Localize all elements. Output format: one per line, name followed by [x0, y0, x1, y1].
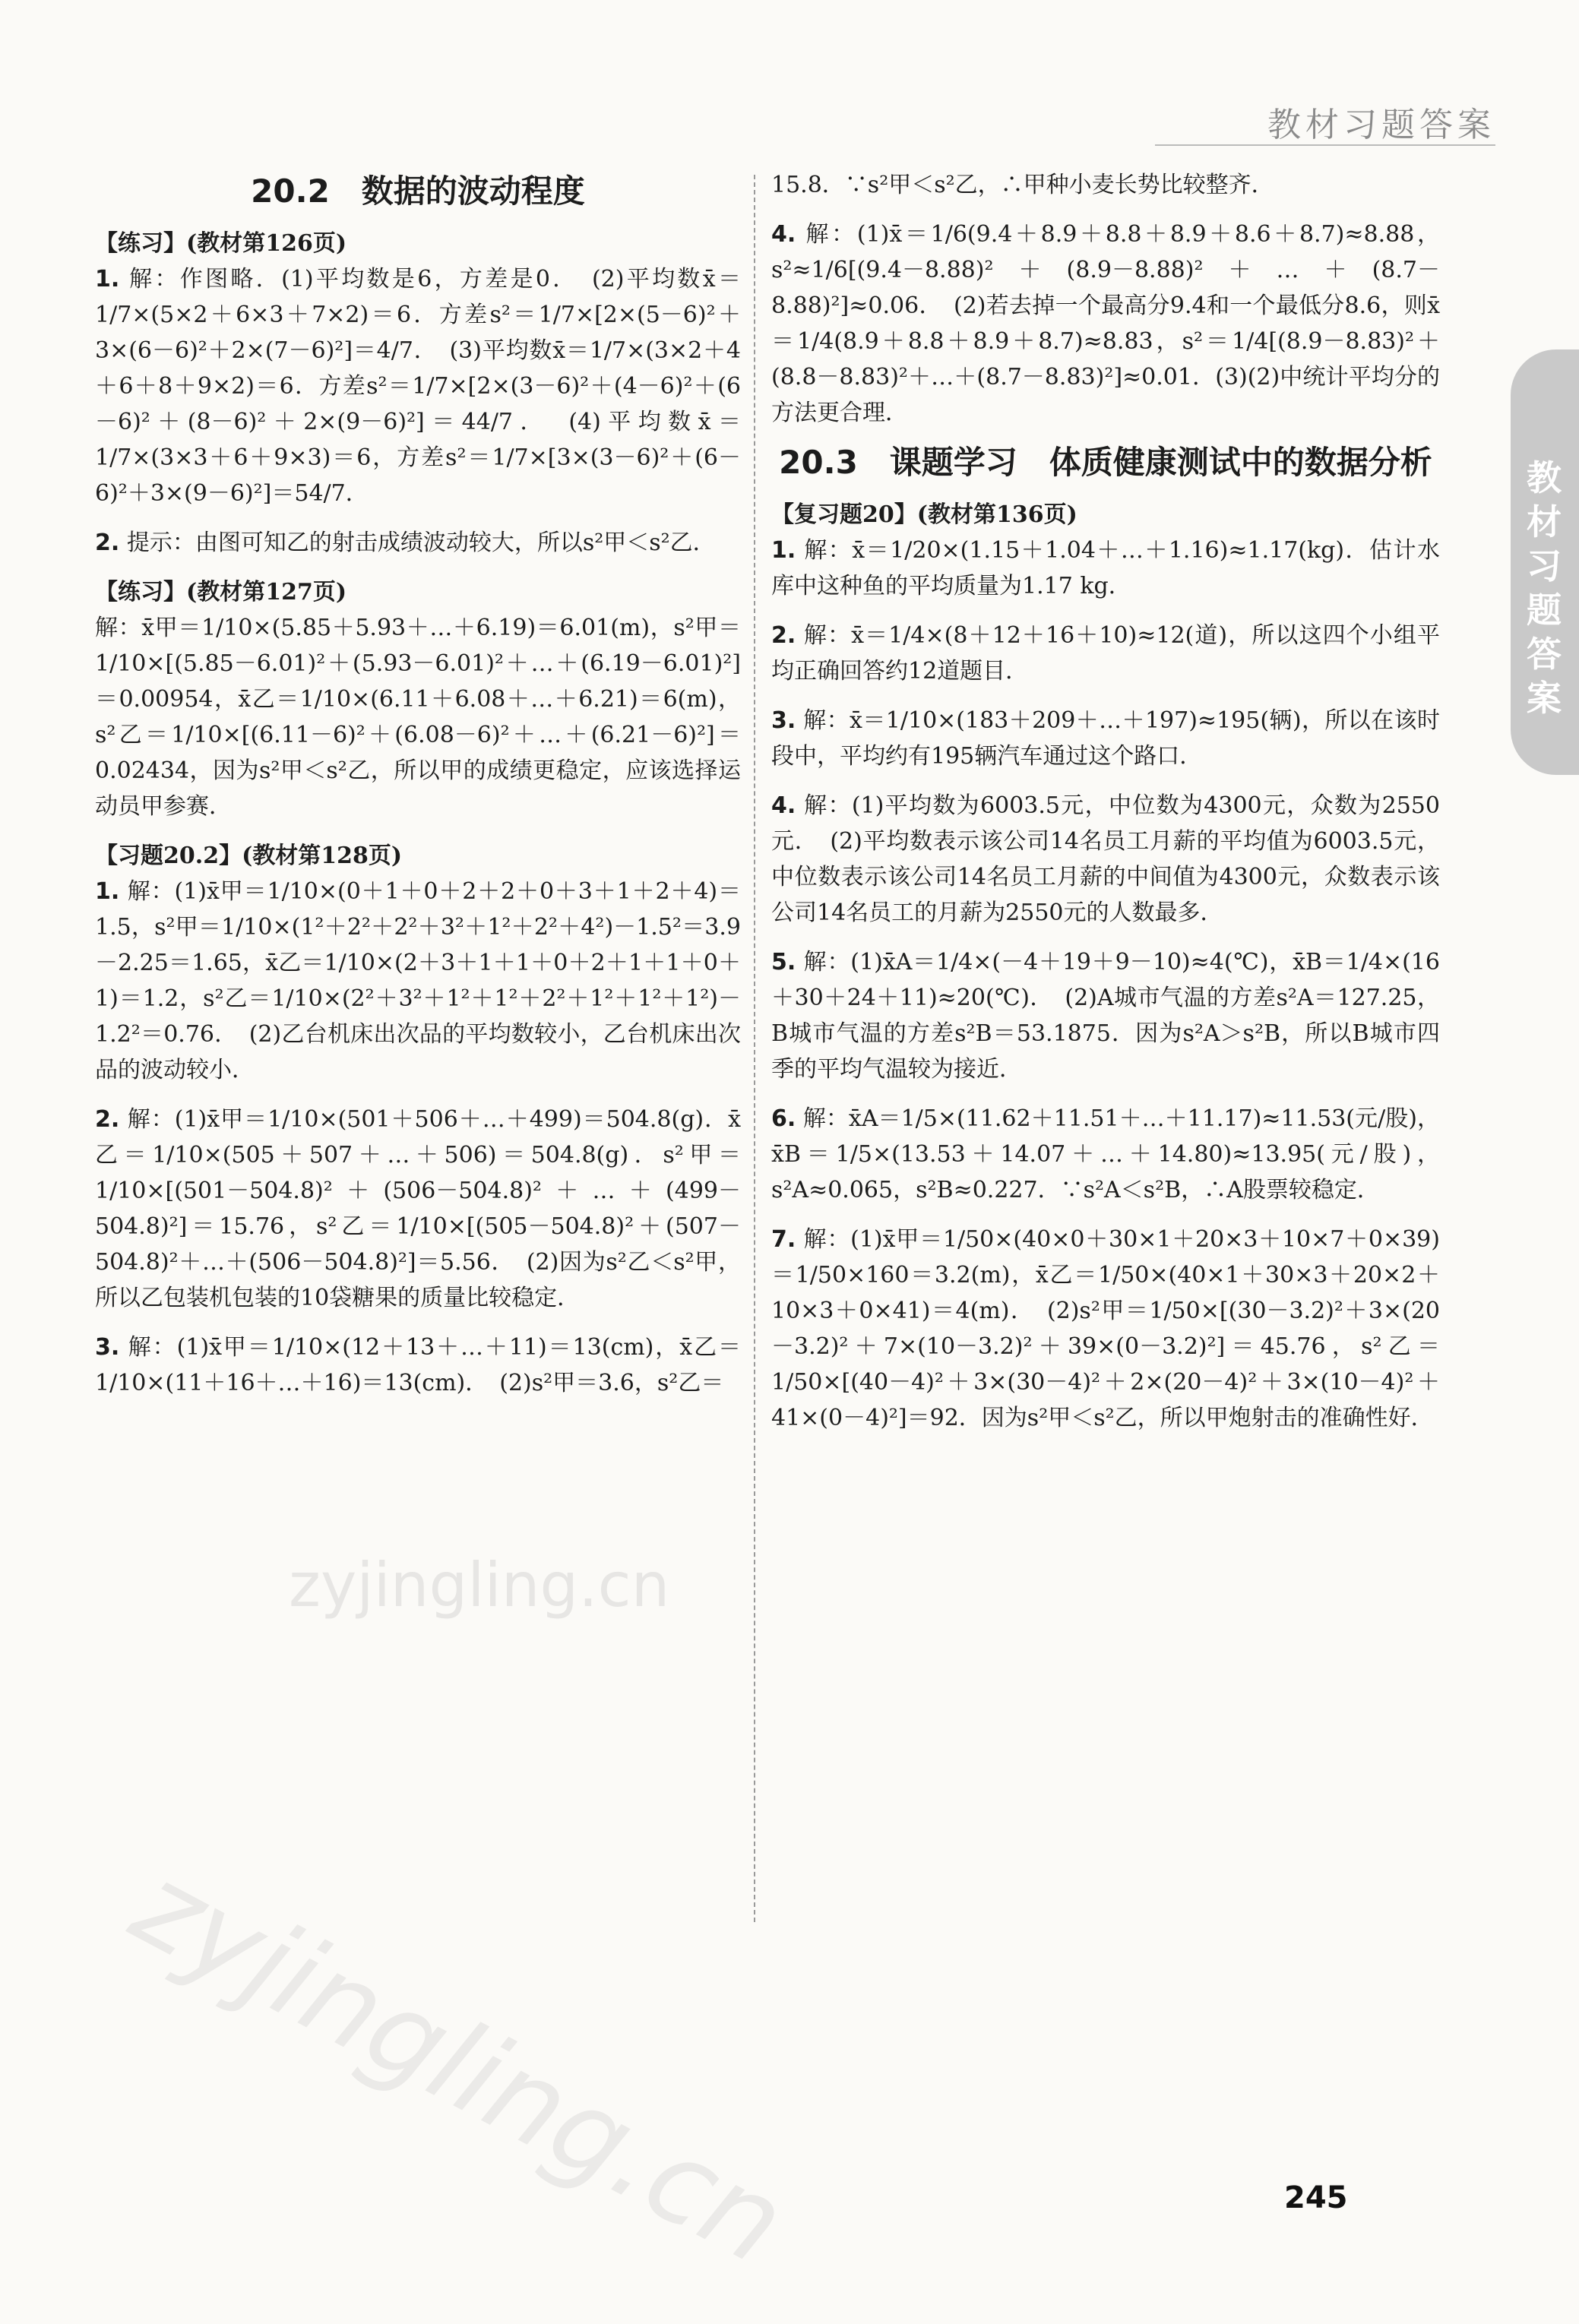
answer-text: 解：(1)x̄甲＝1/10×(12＋13＋…＋11)＝13(cm)，x̄乙＝1/10×(11＋16＋…＋16)＝13(cm)． (2)s²甲＝3.6，s²乙＝ [95, 1334, 741, 1396]
answer-text: 解：(1)平均数为6003.5元，中位数为4300元，众数为2550元． (2)平均数表示该公司14名员工月薪的平均值为6003.5元，中位数表示该公司14名员工月薪的中间值为4300元，众数表示该公司14名员工的月薪为2550元的人数最多． [771, 792, 1440, 926]
section-title-20-3: 20.3 课题学习 体质健康测试中的数据分析 [779, 444, 1432, 481]
right-column [771, 167, 1440, 1450]
question-number: 1. [95, 878, 120, 905]
question-number: 2. [95, 1106, 120, 1133]
section-title-20-2: 20.2 数据的波动程度 [251, 172, 585, 210]
answer-paragraph [95, 1102, 741, 1316]
question-number: 3. [771, 707, 796, 734]
question-number: 1. [95, 266, 120, 292]
answer-text: 解：(1)x̄甲＝1/10×(0＋1＋0＋2＋2＋0＋3＋1＋2＋4)＝1.5，s²甲＝1/10×(1²＋2²＋2²＋3²＋1²＋2²＋4²)－1.5²＝3.9－2.25＝1.65，x̄乙＝1/10×(2＋3＋1＋1＋0＋2＋1＋1＋0＋1)＝1.2，s²乙＝1/10×(2²＋3²＋1²＋1²＋2²＋1²＋1²＋1²)－1.2²＝0.76． (2)乙台机床出次品的平均数较小，乙台机床出次品的波动较小． [95, 878, 741, 1083]
answer-text: 解：(1)x̄＝1/6(9.4＋8.9＋8.8＋8.9＋8.6＋8.7)≈8.88，s²≈1/6[(9.4－8.88)²＋(8.9－8.88)²＋…＋(8.7－8.88)²]≈0.06． (2)若去掉一个最高分9.4和一个最低分8.6，则x̄＝1/4(8.9＋8.8＋8.9＋8.7)≈8.83，s²＝1/4[(8.9－8.83)²＋(8.8－8.83)²＋…＋(8.7－8.83)²]≈0.01．(3)(2)中统计平均分的方法更合理． [771, 221, 1440, 426]
question-number: 7. [771, 1226, 796, 1253]
question-number: 4. [771, 792, 796, 819]
answer-paragraph [771, 618, 1440, 689]
answer-paragraph [771, 1101, 1440, 1208]
answer-text: 解：(1)x̄甲＝1/50×(40×0＋30×1＋20×3＋10×7＋0×39)＝1/50×160＝3.2(m)，x̄乙＝1/50×(40×1＋30×3＋20×2＋10×3＋0×41)＝4(m)． (2)s²甲＝1/50×[(30－3.2)²＋3×(20－3.2)²＋7×(10－3.2)²＋39×(0－3.2)²]＝45.76，s²乙＝1/50×[(40－4)²＋3×(30－4)²＋2×(20－4)²＋3×(10－4)²＋41×(0－4)²]＝92．因为s²甲＜s²乙，所以甲炮射击的准确性好． [771, 1226, 1440, 1431]
answer-text: 解：(1)x̄甲＝1/10×(501＋506＋…＋499)＝504.8(g)．x̄乙＝1/10×(505＋507＋…＋506)＝504.8(g)．s²甲＝1/10×[(501－504.8)²＋(506－504.8)²＋…＋(499－504.8)²]＝15.76，s²乙＝1/10×[(505－504.8)²＋(507－504.8)²＋…＋(506－504.8)²]＝5.56． (2)因为s²乙＜s²甲，所以乙包装机包装的10袋糖果的质量比较稳定． [95, 1106, 741, 1311]
answer-paragraph [95, 874, 741, 1088]
answer-text: 解：x̄甲＝1/10×(5.85＋5.93＋…＋6.19)＝6.01(m)，s²甲＝1/10×[(5.85－6.01)²＋(5.93－6.01)²＋…＋(6.19－6.01)²]＝0.00954，x̄乙＝1/10×(6.11＋6.08＋…＋6.21)＝6(m)，s²乙＝1/10×[(6.11－6)²＋(6.08－6)²＋…＋(6.21－6)²]＝0.02434，因为s²甲＜s²乙，所以甲的成绩更稳定，应该选择运动员甲参赛． [95, 615, 741, 820]
right-blocks-a [771, 167, 1440, 431]
page-header-title: 教材习题答案 [1267, 106, 1495, 144]
question-number: 6. [771, 1105, 796, 1132]
answer-text: 解：x̄A＝1/5×(11.62＋11.51＋…＋11.17)≈11.53(元/股)，x̄B＝1/5×(13.53＋14.07＋…＋14.80)≈13.95(元/股)，s²A≈0.065，s²B≈0.227．∵s²A＜s²B，∴A股票较稳定． [771, 1105, 1440, 1203]
left-column [95, 167, 741, 1415]
watermark: zyjingling.cn [112, 1839, 805, 2291]
header-rule [1155, 144, 1495, 146]
answer-text: 解：x̄＝1/20×(1.15＋1.04＋…＋1.16)≈1.17(kg)．估计水库中这种鱼的平均质量为1.17 kg． [771, 537, 1440, 599]
answer-paragraph [771, 703, 1440, 774]
answer-paragraph [771, 788, 1440, 931]
answer-paragraph [95, 261, 741, 511]
question-number: 2. [95, 530, 120, 556]
answer-text: 解：(1)x̄A＝1/4×(－4＋19＋9－10)≈4(℃)，x̄B＝1/4×(16＋30＋24＋11)≈20(℃)． (2)A城市气温的方差s²A＝127.25，B城市气温的方差s²B＝53.1875．因为s²A＞s²B，所以B城市四季的平均气温较为接近． [771, 949, 1440, 1083]
exercise-tag: 【习题20.2】(教材第128页) [95, 843, 403, 869]
left-blocks [95, 226, 741, 1401]
answer-paragraph [771, 217, 1440, 431]
answer-text: 解：作图略．(1)平均数是6，方差是0． (2)平均数x̄＝1/7×(5×2＋6×3＋7×2)＝6．方差s²＝1/7×[2×(5－6)²＋3×(6－6)²＋2×(7－6)²]＝4/7． (3)平均数x̄＝1/7×(3×2＋4＋6＋8＋9×2)＝6．方差s²＝1/7×[2×(3－6)²＋(4－6)²＋(6－6)²＋(8－6)²＋2×(9－6)²]＝44/7． (4)平均数x̄＝1/7×(3×3＋6＋9×3)＝6，方差s²＝1/7×[3×(3－6)²＋(6－6)²＋3×(9－6)²]＝54/7． [95, 266, 741, 507]
answer-paragraph [95, 525, 741, 561]
question-number: 5. [771, 949, 796, 975]
exercise-tag: 【练习】(教材第126页) [95, 230, 347, 257]
answer-text: 解：x̄＝1/4×(8＋12＋16＋10)≈12(道)，所以这四个小组平均正确回答约12道题目． [771, 622, 1440, 685]
answer-paragraph [95, 610, 741, 824]
question-number: 3. [95, 1334, 120, 1361]
answer-paragraph [771, 1222, 1440, 1436]
watermark-small: zyjingling.cn [289, 1550, 670, 1620]
answer-text: 15.8．∵s²甲＜s²乙，∴甲种小麦长势比较整齐． [771, 172, 1274, 198]
answer-paragraph [771, 944, 1440, 1087]
answer-paragraph [95, 1330, 741, 1401]
right-blocks-b [771, 497, 1440, 1436]
side-tab-label: 教材习题答案 [1527, 457, 1562, 719]
question-number: 1. [771, 537, 796, 564]
question-number: 4. [771, 221, 796, 248]
column-divider [754, 175, 755, 1922]
exercise-tag: 【复习题20】(教材第136页) [771, 501, 1077, 528]
page-number: 245 [1284, 2180, 1348, 2215]
answer-text: 提示：由图可知乙的射击成绩波动较大，所以s²甲＜s²乙． [126, 530, 716, 556]
answer-text: 解：x̄＝1/10×(183＋209＋…＋197)≈195(辆)，所以在该时段中，平均约有195辆汽车通过这个路口． [771, 707, 1440, 770]
answer-paragraph [771, 533, 1440, 604]
answer-paragraph [771, 167, 1440, 203]
question-number: 2. [771, 622, 796, 649]
exercise-tag: 【练习】(教材第127页) [95, 579, 347, 606]
